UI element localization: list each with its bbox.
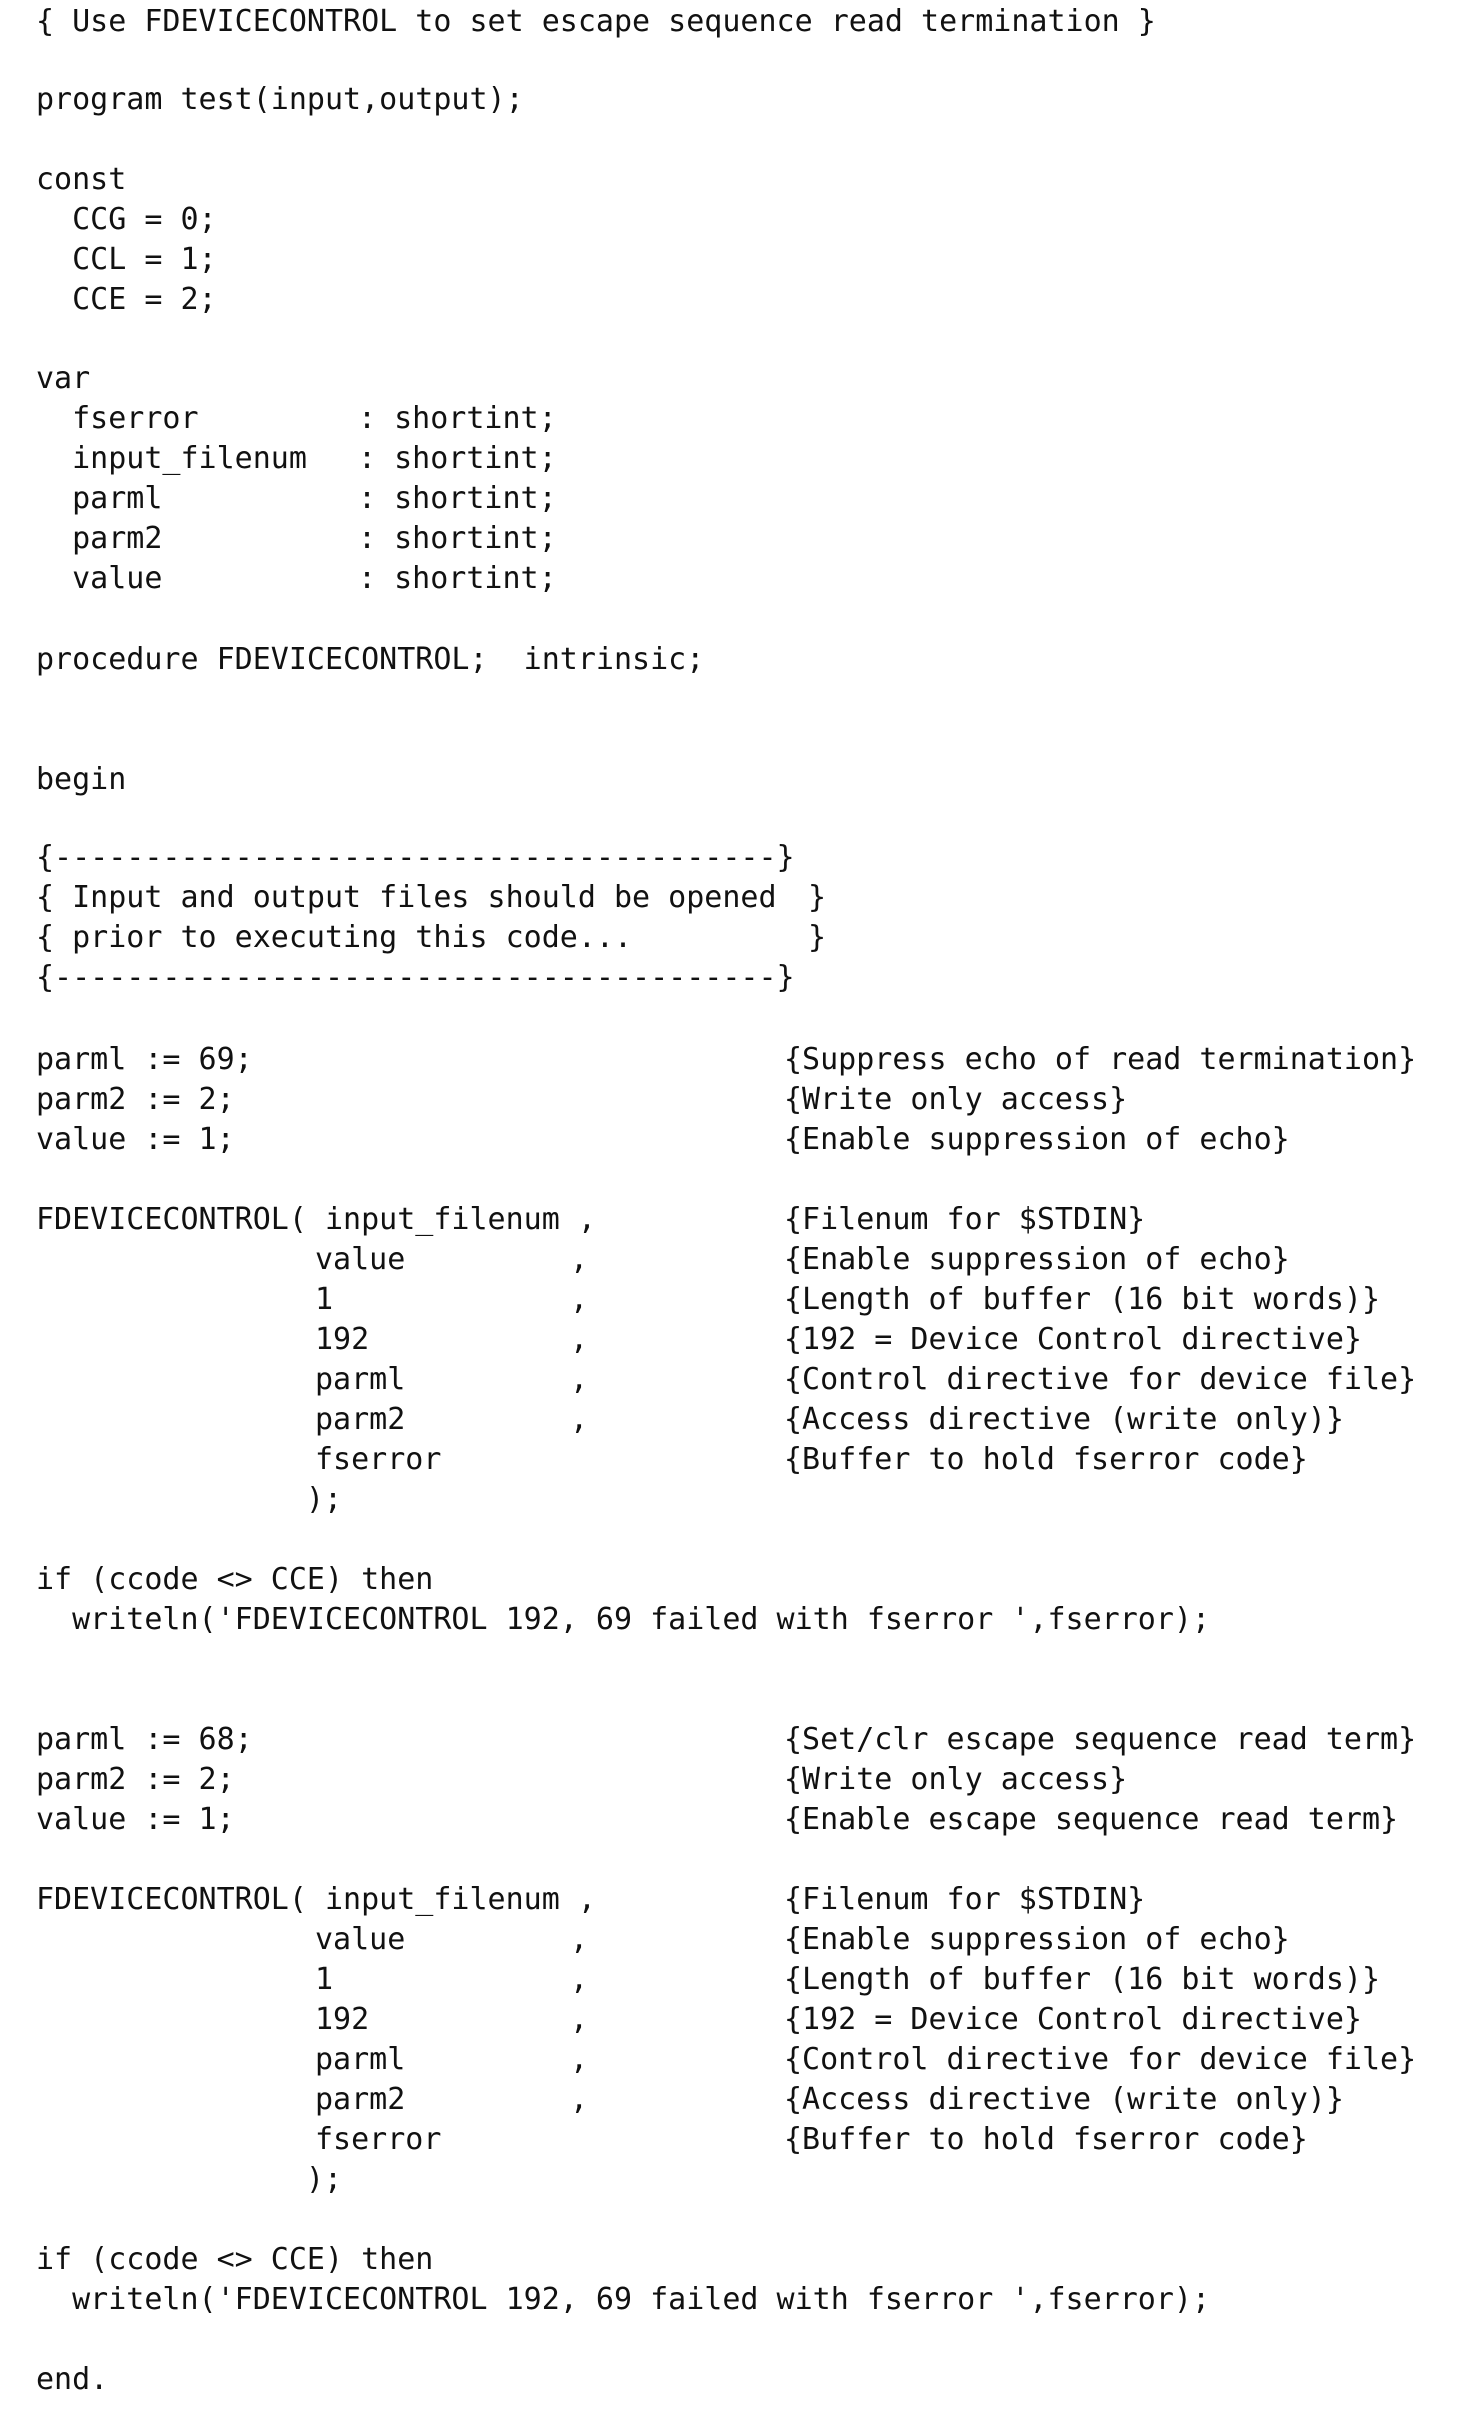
code-segment: { Input and output files should be opened bbox=[36, 880, 777, 915]
code-segment: value := 1; bbox=[36, 1122, 235, 1157]
code-segment: {Length of buffer (16 bit words)} bbox=[784, 1962, 1381, 1997]
code-segment: parml := 69; bbox=[36, 1042, 253, 1077]
code-segment: var bbox=[36, 361, 91, 396]
code-segment: procedure FDEVICECONTROL; intrinsic; bbox=[36, 642, 705, 677]
code-line bbox=[0, 1880, 1461, 1920]
code-segment: { prior to executing this code... bbox=[36, 920, 633, 955]
code-segment: {Filenum for $STDIN} bbox=[784, 1882, 1146, 1917]
code-line bbox=[0, 200, 1461, 240]
code-segment: if (ccode <> CCE) then bbox=[36, 1562, 434, 1597]
code-segment: : shortint; bbox=[358, 521, 557, 556]
code-segment: 1 bbox=[315, 1282, 334, 1317]
code-line bbox=[0, 479, 1461, 519]
code-segment: parml := 68; bbox=[36, 1722, 253, 1757]
code-segment: parml bbox=[315, 1362, 406, 1397]
code-segment: parml bbox=[315, 2042, 406, 2077]
code-line bbox=[0, 1440, 1461, 1480]
code-segment: {Set/clr escape sequence read term} bbox=[784, 1722, 1417, 1757]
code-segment: program test(input,output); bbox=[36, 82, 524, 117]
code-segment: {Enable suppression of echo} bbox=[784, 1122, 1290, 1157]
code-line bbox=[0, 2360, 1461, 2400]
code-line bbox=[0, 280, 1461, 320]
code-line bbox=[0, 2, 1461, 42]
code-line bbox=[0, 760, 1461, 800]
code-segment: input_filenum bbox=[36, 441, 307, 476]
code-segment: : shortint; bbox=[358, 401, 557, 436]
code-segment: CCL = 1; bbox=[36, 242, 217, 277]
code-line bbox=[0, 80, 1461, 120]
code-segment: 192 bbox=[315, 1322, 370, 1357]
code-segment: : shortint; bbox=[358, 561, 557, 596]
code-line bbox=[0, 958, 1461, 998]
code-segment: , bbox=[570, 1322, 589, 1357]
code-segment: {Buffer to hold fserror code} bbox=[784, 1442, 1308, 1477]
code-segment: {192 = Device Control directive} bbox=[784, 2002, 1362, 2037]
code-segment: parm2 := 2; bbox=[36, 1762, 235, 1797]
code-segment: ); bbox=[306, 2162, 343, 2197]
code-line bbox=[0, 878, 1461, 918]
code-segment: , bbox=[570, 2082, 589, 2117]
code-segment: {Enable escape sequence read term} bbox=[784, 1802, 1399, 1837]
code-line bbox=[0, 640, 1461, 680]
code-line bbox=[0, 399, 1461, 439]
code-segment: {----------------------------------------} bbox=[36, 960, 795, 995]
code-segment: value := 1; bbox=[36, 1802, 235, 1837]
code-segment: parm2 bbox=[315, 1402, 406, 1437]
code-line bbox=[0, 1240, 1461, 1280]
code-segment: parm2 := 2; bbox=[36, 1082, 235, 1117]
code-segment: , bbox=[570, 2002, 589, 2037]
code-line bbox=[0, 1040, 1461, 1080]
code-segment: , bbox=[570, 2042, 589, 2077]
code-line bbox=[0, 240, 1461, 280]
code-line bbox=[0, 359, 1461, 399]
code-segment: {Control directive for device file} bbox=[784, 1362, 1417, 1397]
code-segment: writeln('FDEVICECONTROL 192, 69 failed with fserror ',fserror); bbox=[36, 1602, 1210, 1637]
code-line bbox=[0, 2280, 1461, 2320]
code-line bbox=[0, 838, 1461, 878]
code-line bbox=[0, 439, 1461, 479]
code-line bbox=[0, 1280, 1461, 1320]
code-segment: {Write only access} bbox=[784, 1762, 1128, 1797]
code-segment: , bbox=[570, 1402, 589, 1437]
code-segment: {Enable suppression of echo} bbox=[784, 1922, 1290, 1957]
code-line bbox=[0, 1560, 1461, 1600]
code-line bbox=[0, 2080, 1461, 2120]
code-segment: CCG = 0; bbox=[36, 202, 217, 237]
code-segment: {Write only access} bbox=[784, 1082, 1128, 1117]
code-line bbox=[0, 1480, 1461, 1520]
code-line bbox=[0, 519, 1461, 559]
code-line bbox=[0, 1760, 1461, 1800]
code-segment: } bbox=[808, 920, 827, 955]
code-segment: writeln('FDEVICECONTROL 192, 69 failed with fserror ',fserror); bbox=[36, 2282, 1210, 2317]
code-line bbox=[0, 1960, 1461, 2000]
code-line bbox=[0, 1200, 1461, 1240]
code-line bbox=[0, 2040, 1461, 2080]
code-segment: value bbox=[36, 561, 163, 596]
code-segment: {Length of buffer (16 bit words)} bbox=[784, 1282, 1381, 1317]
code-line bbox=[0, 2120, 1461, 2160]
code-segment: {Buffer to hold fserror code} bbox=[784, 2122, 1308, 2157]
code-line bbox=[0, 1720, 1461, 1760]
code-line bbox=[0, 1320, 1461, 1360]
code-segment: , bbox=[570, 1282, 589, 1317]
code-line bbox=[0, 1800, 1461, 1840]
code-segment: {Control directive for device file} bbox=[784, 2042, 1417, 2077]
code-segment: fserror bbox=[36, 401, 199, 436]
code-segment: : shortint; bbox=[358, 441, 557, 476]
code-segment: {192 = Device Control directive} bbox=[784, 1322, 1362, 1357]
code-segment: begin bbox=[36, 762, 127, 797]
code-segment: fserror bbox=[315, 1442, 442, 1477]
code-line bbox=[0, 2160, 1461, 2200]
code-segment: {Filenum for $STDIN} bbox=[784, 1202, 1146, 1237]
code-line bbox=[0, 1080, 1461, 1120]
code-segment: {----------------------------------------} bbox=[36, 840, 795, 875]
code-segment: ); bbox=[306, 1482, 343, 1517]
code-line bbox=[0, 160, 1461, 200]
code-segment: } bbox=[808, 880, 827, 915]
code-line bbox=[0, 1400, 1461, 1440]
code-segment: parm2 bbox=[315, 2082, 406, 2117]
code-segment: {Access directive (write only)} bbox=[784, 1402, 1344, 1437]
code-line bbox=[0, 1600, 1461, 1640]
code-segment: 192 bbox=[315, 2002, 370, 2037]
code-segment: parm2 bbox=[36, 521, 163, 556]
code-segment: {Suppress echo of read termination} bbox=[784, 1042, 1417, 1077]
code-line bbox=[0, 1360, 1461, 1400]
code-segment: { Use FDEVICECONTROL to set escape sequence read termination } bbox=[36, 4, 1156, 39]
code-segment: fserror bbox=[315, 2122, 442, 2157]
code-segment: {Enable suppression of echo} bbox=[784, 1242, 1290, 1277]
code-line bbox=[0, 1120, 1461, 1160]
code-segment: , bbox=[570, 1362, 589, 1397]
code-segment: , bbox=[570, 1242, 589, 1277]
code-segment: 1 bbox=[315, 1962, 334, 1997]
code-segment: {Access directive (write only)} bbox=[784, 2082, 1344, 2117]
code-segment: if (ccode <> CCE) then bbox=[36, 2242, 434, 2277]
code-segment: CCE = 2; bbox=[36, 282, 217, 317]
code-line bbox=[0, 918, 1461, 958]
code-line bbox=[0, 2000, 1461, 2040]
code-segment: const bbox=[36, 162, 127, 197]
code-segment: FDEVICECONTROL( input_filenum , bbox=[36, 1202, 596, 1237]
code-segment: value bbox=[315, 1242, 406, 1277]
code-segment: FDEVICECONTROL( input_filenum , bbox=[36, 1882, 596, 1917]
code-segment: , bbox=[570, 1962, 589, 1997]
code-segment: parml bbox=[36, 481, 163, 516]
code-segment: value bbox=[315, 1922, 406, 1957]
code-segment: end. bbox=[36, 2362, 109, 2397]
code-line bbox=[0, 559, 1461, 599]
code-segment: , bbox=[570, 1922, 589, 1957]
code-line bbox=[0, 1920, 1461, 1960]
code-segment: : shortint; bbox=[358, 481, 557, 516]
code-line bbox=[0, 2240, 1461, 2280]
